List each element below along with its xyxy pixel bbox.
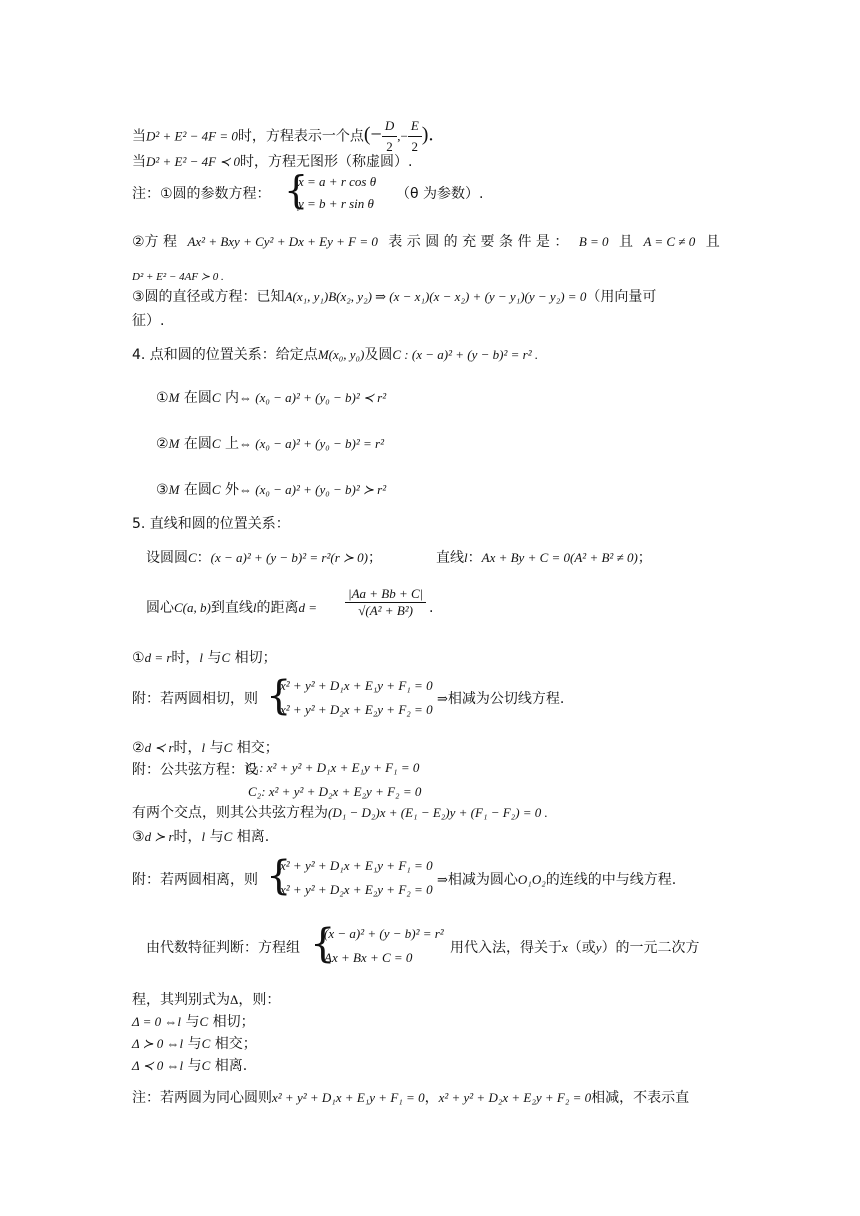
text: 在圆 [183,390,212,406]
text: 用代入法，得关于 [450,940,562,956]
text: 时，方程无图形（称虚圆）. [240,154,413,170]
text: 相交； [236,740,279,756]
point-inside-circle [156,388,386,408]
brace-icon: { [266,673,292,719]
text: 当 [132,128,146,145]
text: 时，方程表示一个点 [237,128,364,145]
math-var: l [252,600,257,615]
separate-system [266,853,446,904]
math-var: l [177,1014,182,1029]
text: 直线 [436,550,464,566]
text: 征）. [132,313,165,329]
common-chord-system [236,760,436,804]
math-condition: A = C ≠ 0 [643,234,696,249]
text: （用向量可 [586,289,657,305]
math-point: C(a, b) [174,600,211,615]
math-var: l [201,740,206,755]
distance-fraction [345,586,426,619]
line-circle-and-line-setup [146,548,382,568]
discriminant-negative [132,1056,247,1076]
brace-icon: { [266,853,292,899]
system-row: (x − a)² + (y − b)² = r² [324,926,444,941]
text: 设圆圆 [146,550,188,566]
system-row: x² + y² + D₁x + E₁y + F₁ = 0 [280,858,433,873]
math-var: Δ [230,992,239,1007]
text: 到直线 [210,600,253,616]
math-var: M [168,390,180,405]
line-tangent-result [437,689,564,709]
math-equation: Ax + By + C = 0(A² + B² ≠ 0) [481,550,638,565]
math-var: l [201,829,206,844]
line-equation-setup [436,548,652,568]
text: 相切； [234,650,277,666]
text: 外 [224,482,239,498]
text: 及圆 [364,347,393,363]
math-paren: (− [363,123,382,146]
line-tangent-note [132,689,258,709]
text: 5. 直线和圆的位置关系： [132,516,290,532]
system-row: C₁: x² + y² + D₁x + E₁y + F₁ = 0 [246,760,420,775]
text: ； [367,550,382,566]
math-condition: d = r [144,650,172,665]
text: 且 [618,234,633,250]
text: 的连线的中与线方程. [545,872,677,888]
line-algebraic-method-cont [450,938,700,958]
text: （或 [567,940,596,956]
case-intersect [132,738,279,758]
text: ）的一元二次方 [601,940,700,956]
math-condition: D² + E² − 4F = 0 [146,128,238,144]
text: ，则： [238,992,281,1008]
line-common-chord-equation [132,803,548,823]
math-var: C [199,1014,209,1029]
system-row: Ax + Bx + C = 0 [324,950,413,965]
math-var: C [211,390,221,405]
case-separate [132,827,269,847]
text: 相交； [214,1036,257,1052]
text: ， [424,1090,439,1106]
line-degenerate-point [132,116,433,157]
text: ②方 程 [132,234,178,250]
math-equation: x² + y² + D₂x + E₂y + F₂ = 0 [438,1090,592,1105]
math-var: M [168,482,180,497]
text: 圆心 [146,600,174,616]
text: 附：公共弦方程：设 [132,762,258,778]
section-5-heading [132,514,290,534]
text: 时， [171,650,200,666]
math-var: y [595,940,602,955]
line-algebraic-method [146,938,300,958]
system-row: y = b + r sin θ [298,196,374,211]
math-relation: Δ = 0 ⇔ [132,1014,178,1029]
text: 注：若两圆为同心圆则 [132,1090,272,1106]
text: 与 [187,1058,202,1074]
system-row: x² + y² + D₂x + E₂y + F₂ = 0 [280,702,433,717]
fraction-numerator: |Aa + Bb + C| [345,586,426,603]
text: 与 [207,650,222,666]
text: 与 [209,740,224,756]
text: 内 [224,390,239,406]
text: ： [196,550,211,566]
math-var: C [188,550,197,565]
implies-icon: ⇒ [437,872,448,887]
tangent-system [266,673,446,724]
math-equation: (x − a)² + (y − b)² = r²(r ≻ 0) [210,550,368,565]
math-var: l [179,1058,184,1073]
text: （θ 为参数）. [396,186,484,202]
text: 当 [132,154,146,170]
math-relation: Δ ≻ 0 ⇔ [132,1036,180,1051]
math-relation: ⇔ (x₀ − a)² + (y₀ − b)² = r² [238,436,384,451]
text: ① [132,650,145,666]
text: 时， [173,829,202,845]
text: 4. 点和圆的位置关系：给定点 [132,347,318,363]
point-on-circle [156,434,384,454]
text: 在圆 [183,482,212,498]
text: ① [156,390,169,406]
text: 相切； [212,1014,255,1030]
text: 相减为圆心 [447,872,518,888]
text: ③圆的直径或方程：已知 [132,289,285,305]
text: 时， [173,740,202,756]
line-concentric-note [132,1088,689,1108]
line-imaginary-circle [132,152,412,172]
math-var: M [168,436,180,451]
discriminant-zero [132,1012,255,1032]
text: ： [467,550,482,566]
math-relation: Δ ≺ 0 ⇔ [132,1058,180,1073]
math-point: M(x₀, y₀) [317,347,365,362]
text: 表 示 圆 的 充 要 条 件 是 ： [388,234,569,250]
text: 附：若两圆相离，则 [132,872,258,888]
text: 且 [705,234,720,250]
fraction-e-over-2: $\frac{E}{2}$ [408,116,422,157]
math-equation: Ax² + Bxy + Cy² + Dx + Ey + F = 0 [187,234,378,249]
math-var: C [221,650,231,665]
text: ③ [132,829,145,845]
math-equation: C : (x − a)² + (y − b)² = r² . [392,347,539,362]
text: ③ [156,482,169,498]
brace-icon: { [284,168,309,212]
point-outside-circle [156,480,386,500]
math-sep: ,− [397,128,408,144]
math-var: l [179,1036,184,1051]
text: 有两个交点，则其公共弦方程为 [132,805,328,821]
line-separate-result [437,870,676,890]
math-equation: A(x₁, y₁)B(x₂, y₂) ⇒ (x − x₁)(x − x₂) + (y − y₁)(y − y₂) = 0 [284,289,587,304]
text: 程，其判别式为 [132,992,230,1008]
math-relation: ⇔ (x₀ − a)² + (y₀ − b)² ≺ r² [238,390,387,405]
text: 相减为公切线方程. [447,691,565,707]
implies-icon: ⇒ [437,691,448,706]
text: 注：①圆的参数方程： [132,186,271,202]
text: 与 [187,1036,202,1052]
math-var: C [223,740,233,755]
text: 与 [185,1014,200,1030]
text: 附：若两圆相切，则 [132,691,258,707]
brace-icon: { [310,921,336,967]
math-var: l [199,650,204,665]
math-condition: B = 0 [578,234,609,249]
math-var: l [464,550,468,565]
math-var: x [562,940,568,955]
line-distance-formula [146,598,317,618]
text: 在圆 [183,436,212,452]
text: ② [132,740,145,756]
line-condition-continued [132,266,224,287]
text: 上 [224,436,239,452]
math-condition: d ≻ r [144,829,174,844]
line-diameter-continued [132,311,164,331]
math-var: C [201,1036,211,1051]
math-condition: d ≺ r [144,740,174,755]
system-row: x² + y² + D₂x + E₂y + F₂ = 0 [280,882,433,897]
text: 相减，不表示直 [591,1090,690,1106]
system-row: x² + y² + D₁x + E₁y + F₁ = 0 [280,678,433,693]
text: 相离. [236,829,270,845]
text: 相离. [214,1058,248,1074]
line-separate-note [132,870,258,890]
section-4-heading [132,345,538,365]
math-var: C [211,436,221,451]
math-condition: D² + E² − 4F ≺ 0 [146,154,241,169]
line-discriminant [132,990,280,1010]
line-diameter-equation [132,287,656,307]
line-parametric-label [132,184,271,204]
discriminant-positive [132,1034,257,1054]
math-equation: (D₁ − D₂)x + (E₁ − E₂)y + (F₁ − F₂) = 0 . [328,805,548,820]
text: ② [156,436,169,452]
parametric-system [284,168,404,216]
math-equation: x² + y² + D₁x + E₁y + F₁ = 0 [272,1090,425,1105]
text: 的距离 [256,600,299,616]
system-row: C₂: x² + y² + D₂x + E₂y + F₂ = 0 [248,784,422,799]
system-row: x = a + r cos θ [298,174,377,189]
math-var: C [211,482,221,497]
math-var: d = [298,600,317,615]
math-relation: ⇔ (x₀ − a)² + (y₀ − b)² ≻ r² [238,482,387,497]
text: . [429,600,434,616]
text: ； [637,550,652,566]
text: 由代数特征判断：方程组 [146,940,300,956]
text: 与 [209,829,224,845]
math-var: O₁O₂ [517,872,546,887]
line-circle-condition [132,232,720,252]
algebraic-system [310,921,460,972]
line-parametric-suffix [396,184,483,204]
case-tangent [132,648,277,668]
text [429,598,433,618]
fraction-denominator: √(A² + B²) [358,603,413,618]
math-var: C [223,829,233,844]
math-paren: ). [421,123,434,146]
fraction-d-over-2: $\frac{D}{2}$ [382,116,397,157]
math-var: C [201,1058,211,1073]
math-condition: D² + E² − 4AF ≻ 0 . [132,271,224,283]
